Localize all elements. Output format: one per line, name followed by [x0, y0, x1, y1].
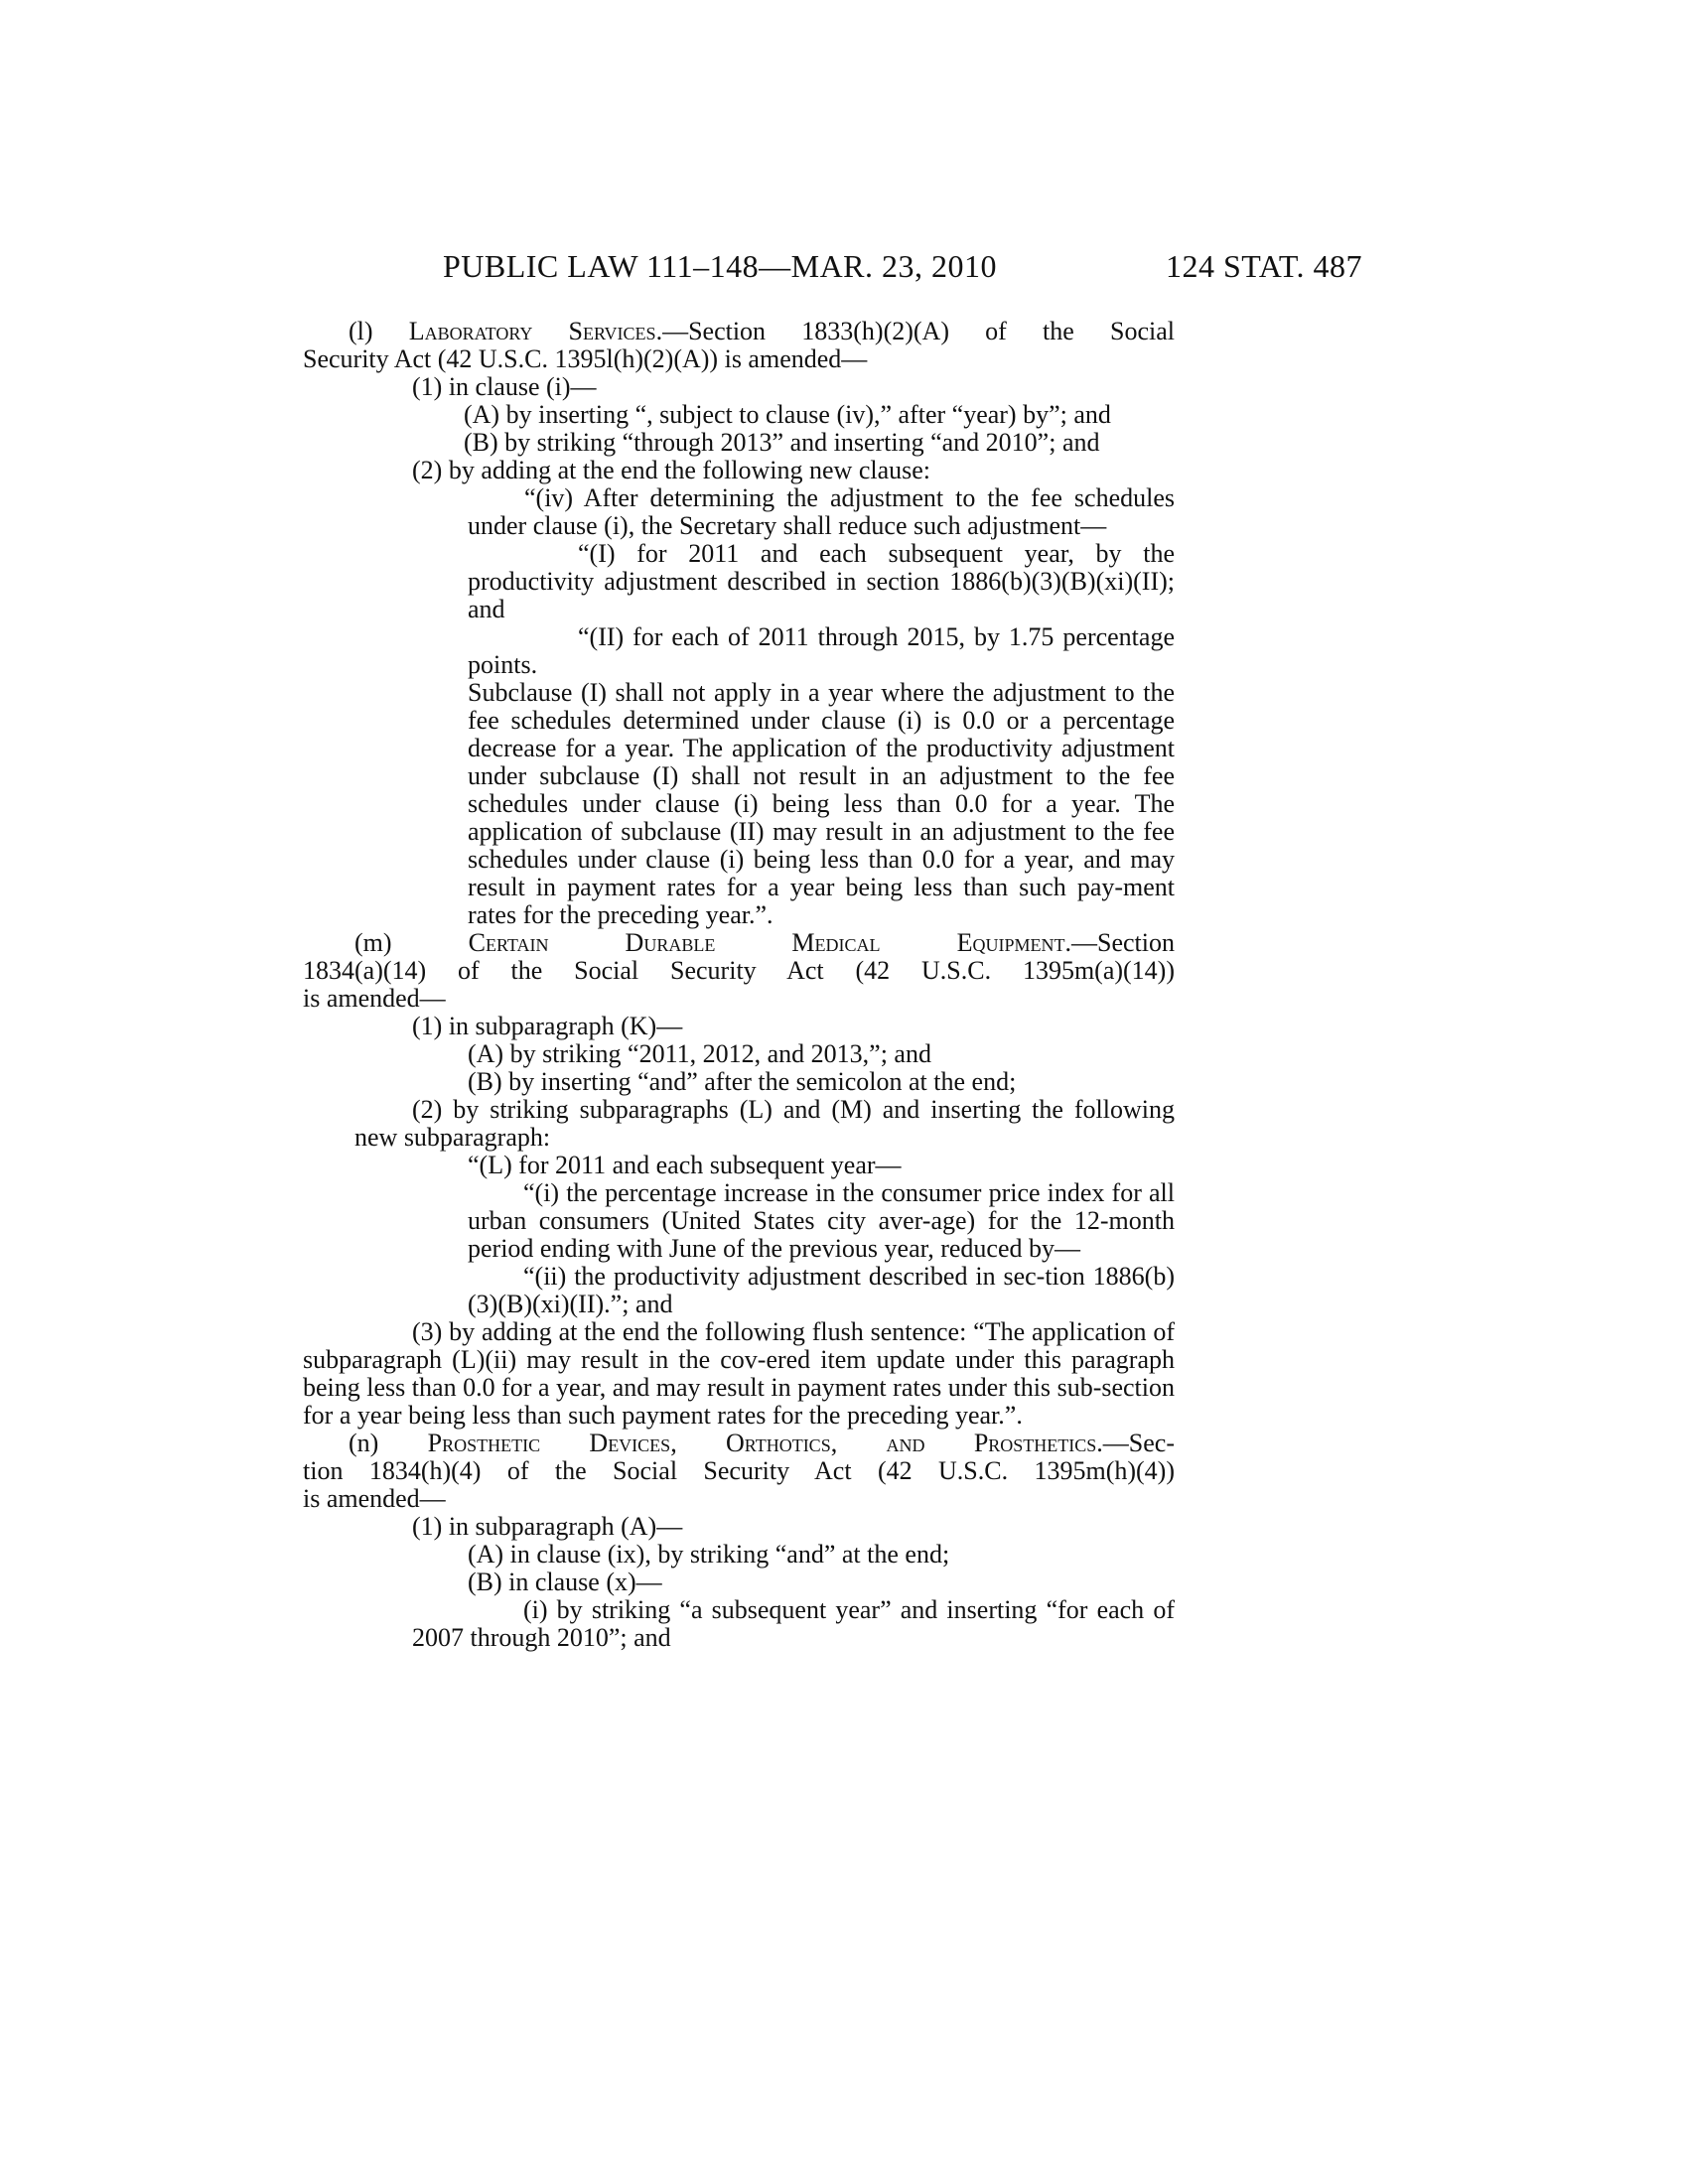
section-n-intro-line-2: is amended— [303, 1484, 446, 1513]
section-l-subclause-II: “(II) for each of 2011 through 2015, by 1.75 percentage points. [468, 622, 1175, 679]
section-l-heading-line: (l) Laboratory Services.—Section 1833(h)(2)(A) of the Social [349, 317, 1175, 345]
section-m-item-2: (2) by striking subparagraphs (L) and (M) and inserting the following new subparagraph: [354, 1095, 1175, 1152]
section-n-item-1-B-i: (i) by striking “a subsequent year” and inserting “for each of 2007 through 2010”; and [412, 1595, 1175, 1652]
section-n-item-1-B: (B) in clause (x)— [468, 1568, 662, 1596]
section-l-intro-line: Security Act (42 U.S.C. 1395l(h)(2)(A)) is amended— [303, 344, 868, 373]
running-header-title: PUBLIC LAW 111–148—MAR. 23, 2010 [442, 248, 998, 284]
section-m-intro-line-1: 1834(a)(14) of the Social Security Act (42 U.S.C. 1395m(a)(14)) [303, 956, 1175, 985]
section-m-caption: Certain Durable Medical Equipment [468, 928, 1065, 957]
section-l-flush-text: Subclause (I) shall not apply in a year where the adjustment to the fee schedules determined under clause (i) is 0.0 or a percentage decrease for a year. The application of the productivity adjustment under subclause (I) shall not result in an adjustment to the fee schedules under clause (i) being less than 0.0 for a year. The application of subclause (II) may result in an adjustment to the fee schedules under clause (i) being less than 0.0 for a year, and may result in payment rates for a year being less than such pay-ment rates for the preceding year.”. [468, 678, 1175, 929]
section-n-caption: Prosthetic Devices, Orthotics, and Prosthetics [427, 1429, 1097, 1457]
section-m-clause-i: “(i) the percentage increase in the consumer price index for all urban consumers (United States city aver-age) for the 12-month period ending with June of the previous year, reduced by— [468, 1178, 1175, 1263]
section-m-heading-line: (m) Certain Durable Medical Equipment.—Section [354, 928, 1175, 957]
section-m-item-1-A: (A) by striking “2011, 2012, and 2013,”; and [468, 1039, 931, 1068]
section-n-item-1-A: (A) in clause (ix), by striking “and” at the end; [468, 1540, 950, 1569]
section-m-clause-ii: “(ii) the productivity adjustment described in sec-tion 1886(b)(3)(B)(xi)(II).”; and [468, 1262, 1175, 1318]
statute-page-number: 124 STAT. 487 [1165, 248, 1362, 284]
section-l-item-1-B: (B) by striking “through 2013” and inserting “and 2010”; and [464, 428, 1100, 457]
section-l-subclause-I: “(I) for 2011 and each subsequent year, by the productivity adjustment described in section 1886(b)(3)(B)(xi)(II); and [468, 539, 1175, 623]
section-m-item-1: (1) in subparagraph (K)— [412, 1012, 683, 1040]
section-n-heading-line: (n) Prosthetic Devices, Orthotics, and Prosthetics.—Sec- [349, 1429, 1175, 1457]
section-n-item-1: (1) in subparagraph (A)— [412, 1512, 683, 1541]
document-body [303, 318, 1175, 1652]
section-m-subparagraph-L: “(L) for 2011 and each subsequent year— [468, 1151, 902, 1179]
section-l-caption: Laboratory Services [408, 317, 656, 345]
section-l-item-2: (2) by adding at the end the following new clause: [412, 456, 931, 484]
section-n-intro-line-1: tion 1834(h)(4) of the Social Security Act (42 U.S.C. 1395m(h)(4)) [303, 1456, 1175, 1485]
section-m-item-1-B: (B) by inserting “and” after the semicolon at the end; [468, 1067, 1017, 1096]
section-m-item-3: (3) by adding at the end the following flush sentence: “The application of subparagraph (L)(ii) may result in the cov-ered item update under this paragraph being less than 0.0 for a year, and may result in payment rates under this sub-section for a year being less than such payment rates for the preceding year.”. [303, 1317, 1175, 1430]
section-m-intro-line-2: is amended— [303, 984, 446, 1013]
section-l-clause-iv: “(iv) After determining the adjustment to the fee schedules under clause (i), the Secretary shall reduce such adjustment— [468, 483, 1175, 540]
section-l-item-1-A: (A) by inserting “, subject to clause (iv),” after “year) by”; and [464, 400, 1111, 429]
section-l-item-1: (1) in clause (i)— [412, 372, 597, 401]
